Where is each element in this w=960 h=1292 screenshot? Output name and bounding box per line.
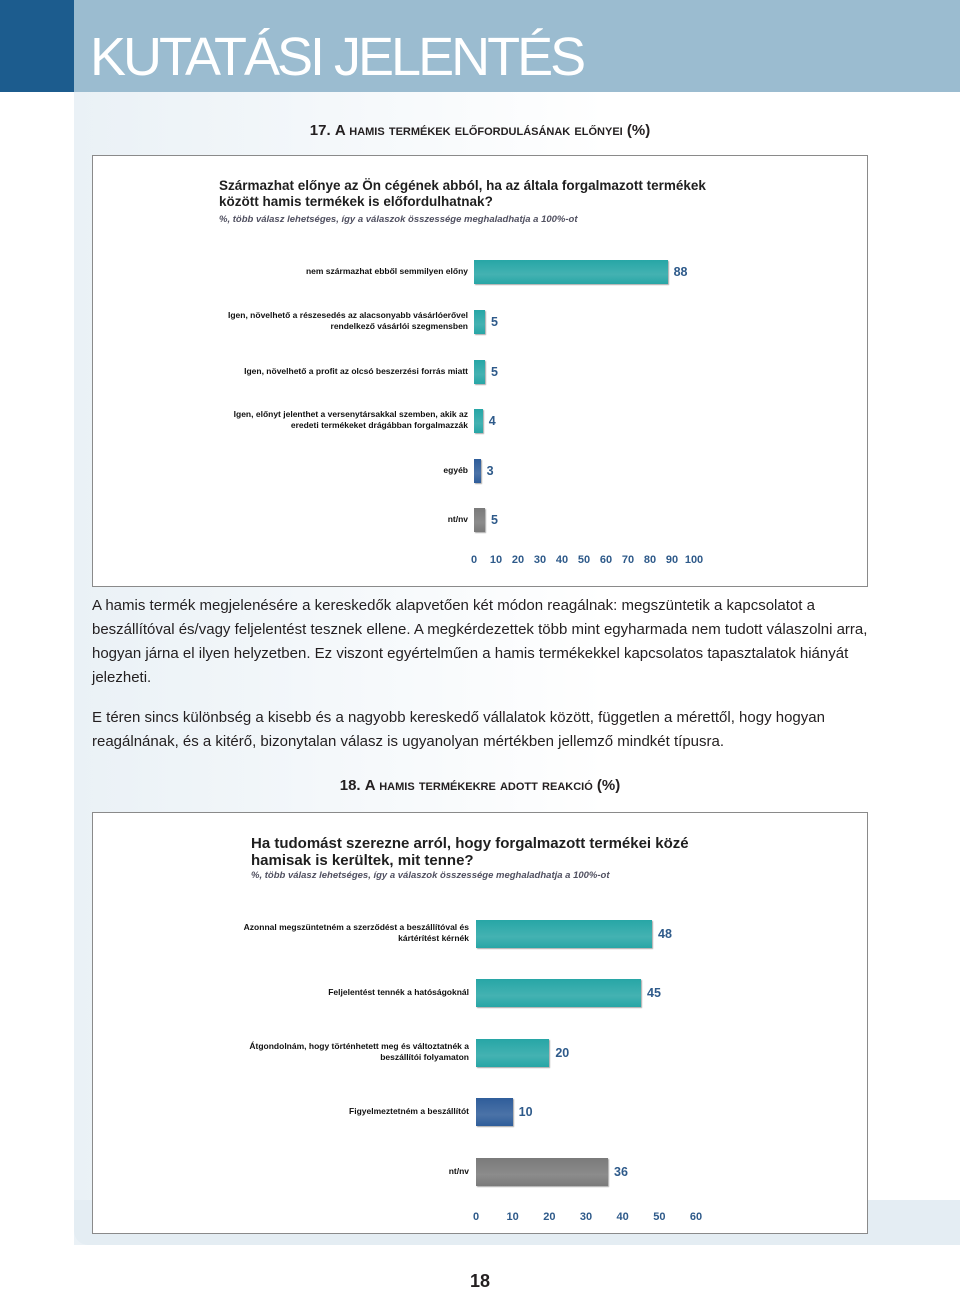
chart-1-bar bbox=[474, 409, 483, 433]
chart-2-category-label: Azonnal megszüntetném a szerződést a beszállítóval és kártérítést kérnék bbox=[243, 922, 469, 944]
page-number: 18 bbox=[469, 1271, 491, 1291]
report-title: KUTATÁSI JELENTÉS bbox=[90, 27, 584, 87]
section-18-number: 18. bbox=[339, 777, 361, 794]
chart-2-x-tick: 40 bbox=[616, 1211, 629, 1223]
chart-2-category-label: Figyelmeztetném a beszállítót bbox=[349, 1106, 469, 1116]
chart-2-value-label: 20 bbox=[555, 1046, 570, 1060]
chart-1-x-tick: 40 bbox=[555, 554, 569, 566]
chart-1-category-label: nem származhat ebből semmilyen előny bbox=[305, 266, 468, 276]
chart-1-x-tick: 70 bbox=[621, 554, 635, 566]
chart-2-bar bbox=[476, 920, 652, 948]
chart-1-x-tick: 10 bbox=[489, 554, 503, 566]
chart-1-x-tick: 100 bbox=[684, 554, 704, 566]
section-17-title: A hamis termékek előfordulásának előnyei (%) bbox=[334, 122, 651, 139]
paragraph-1: A hamis termék megjelenésére a kereskedők alapvetően két módon reagálnak: megszüntetik a kapcsolatot a beszállítóval és/vagy feljelentést tesznek ellene. A megkérdezettek több mint egyharmada nem tudott válaszolni arra, hogyan járna el ilyen helyzetben. Ez viszont egyértelműen a hamis termékekkel kapcsolatos tapasztalatok hiányát jelezheti. bbox=[92, 597, 868, 686]
header-accent-block bbox=[0, 0, 74, 92]
chart-2-value-label: 45 bbox=[647, 986, 661, 1000]
chart-1-value-label: 3 bbox=[486, 464, 494, 478]
chart-1-x-tick: 90 bbox=[665, 554, 679, 566]
chart-1-category-label: nt/nv bbox=[447, 514, 468, 524]
chart-1-subtitle: %, több válasz lehetséges, így a válaszok összessége meghaladhatja a 100%-ot bbox=[219, 214, 578, 225]
chart-1-bar bbox=[474, 459, 481, 483]
chart-2-value-label: 10 bbox=[518, 1105, 533, 1119]
chart-2-x-tick: 10 bbox=[506, 1211, 519, 1223]
chart-1-value-label: 5 bbox=[491, 513, 498, 527]
chart-2-category-label: Átgondolnám, hogy történhetett meg és változtatnék a beszállítói folyamaton bbox=[249, 1041, 469, 1063]
chart-2-title: Ha tudomást szerezne arról, hogy forgalmazott termékei közé hamisak is kerültek, mit tenne? bbox=[251, 835, 689, 870]
section-17-number: 17. bbox=[309, 122, 331, 139]
chart-2-bar bbox=[476, 979, 641, 1007]
chart-2-x-tick: 20 bbox=[543, 1211, 556, 1223]
chart-1-bar bbox=[474, 310, 485, 334]
chart-1-bar bbox=[474, 360, 485, 384]
chart-1-value-label: 5 bbox=[491, 315, 498, 329]
chart-2-frame bbox=[92, 812, 868, 1234]
chart-1-category-label: egyéb bbox=[443, 465, 468, 475]
chart-2-bar bbox=[476, 1098, 513, 1126]
section-17-heading bbox=[0, 122, 960, 139]
chart-2-x-tick: 50 bbox=[653, 1211, 666, 1223]
chart-2-x-tick: 60 bbox=[689, 1211, 703, 1223]
chart-1-bar bbox=[474, 508, 485, 532]
chart-1-category-label: Igen, növelhető a részesedés az alacsonyabb vásárlóerővel rendelkező vásárlói szegmensben bbox=[227, 310, 468, 332]
chart-2-category-label: nt/nv bbox=[448, 1166, 469, 1176]
chart-2-bar bbox=[476, 1158, 608, 1186]
chart-2-subtitle: %, több válasz lehetséges, így a válaszok összessége meghaladhatja a 100%-ot bbox=[251, 870, 610, 881]
chart-1-value-label: 88 bbox=[673, 265, 688, 279]
chart-1-value-label: 5 bbox=[491, 365, 498, 379]
chart-1-frame bbox=[92, 155, 868, 587]
chart-1-x-tick: 60 bbox=[599, 554, 613, 566]
chart-1-category-label: Igen, előnyt jelenthet a versenytársakkal szemben, akik az eredeti termékeket drágábban forgalmazzák bbox=[233, 409, 468, 431]
chart-1-bar bbox=[474, 260, 668, 284]
section-18-heading bbox=[0, 777, 960, 794]
chart-1-title: Származhat előnye az Ön cégének abból, ha az általa forgalmazott termékek között hamis termékek is előfordulhatnak? bbox=[219, 178, 706, 209]
chart-1-x-tick: 20 bbox=[511, 554, 525, 566]
chart-2-bar bbox=[476, 1039, 549, 1067]
chart-2-value-label: 48 bbox=[658, 927, 672, 941]
chart-1-x-tick: 50 bbox=[577, 554, 591, 566]
chart-1-x-tick: 0 bbox=[470, 554, 478, 566]
paragraph-2: E téren sincs különbség a kisebb és a nagyobb kereskedő vállalatok között, független a mérettől, hogy hogyan reagálnának, és a kitérő, bizonytalan válasz is ugyanolyan mértékben jellemző mindkét típusra. bbox=[92, 709, 825, 750]
chart-1-x-tick: 80 bbox=[643, 554, 657, 566]
chart-1-value-label: 4 bbox=[488, 414, 496, 428]
section-18-title: A hamis termékekre adott reakció (%) bbox=[364, 777, 621, 794]
chart-2-value-label: 36 bbox=[614, 1165, 628, 1179]
chart-2-category-label: Feljelentést tennék a hatóságoknál bbox=[328, 987, 469, 997]
chart-1-x-tick: 30 bbox=[533, 554, 547, 566]
chart-2-x-tick: 0 bbox=[472, 1211, 480, 1223]
chart-1-category-label: Igen, növelhető a profit az olcsó beszerzési forrás miatt bbox=[244, 366, 468, 376]
chart-2-x-tick: 30 bbox=[579, 1211, 593, 1223]
